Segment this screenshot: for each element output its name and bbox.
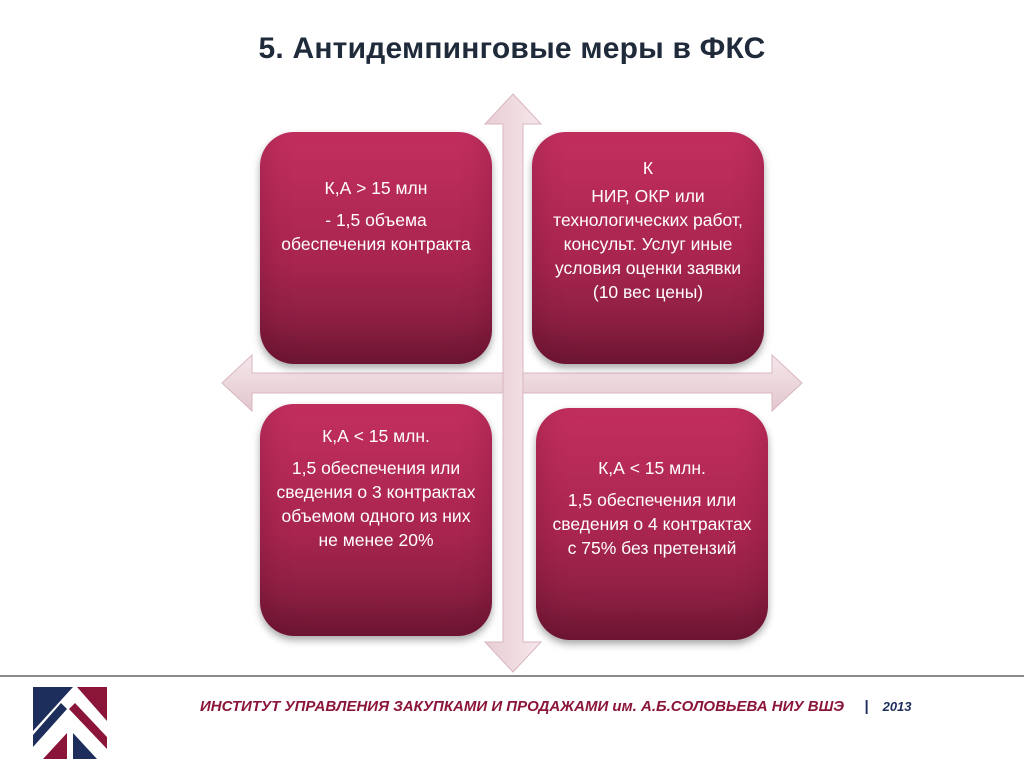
logo-icon [33, 685, 107, 761]
quadrant-bottom-right-heading: К,А < 15 млн. [598, 458, 706, 478]
quadrant-bottom-left-text: 1,5 обеспечения или сведения о 3 контрактах объемом одного из них не менее 20% [276, 458, 476, 550]
footer-divider [0, 675, 1024, 677]
quadrant-top-right [532, 132, 764, 364]
quadrant-top-left-heading: К,А > 15 млн [324, 178, 428, 198]
quadrant-top-right-heading: К [642, 158, 654, 178]
footer-year: 2013 [882, 699, 912, 714]
quadrant-top-left-text: - 1,5 объема обеспечения контракта [281, 210, 471, 254]
footer [200, 698, 1000, 715]
quadrant-top-left [260, 132, 492, 364]
quadrant-bottom-left [260, 404, 492, 636]
footer-institute: ИНСТИТУТ УПРАВЛЕНИЯ ЗАКУПКАМИ И ПРОДАЖАМИ им. А.Б.СОЛОВЬЕВА НИУ ВШЭ [200, 698, 845, 715]
quadrant-bottom-right [536, 408, 768, 640]
quadrant-top-right-text: НИР, ОКР или технологических работ, консульт. Услуг иные условия оценки заявки (10 вес цены) [553, 186, 743, 302]
quadrant-bottom-left-heading: К,А < 15 млн. [322, 426, 430, 446]
footer-separator: | [864, 698, 869, 715]
quadrant-bottom-right-text: 1,5 обеспечения или сведения о 4 контрактах с 75% без претензий [552, 490, 752, 558]
page-title: 5. Антидемпинговые меры в ФКС [258, 32, 766, 65]
